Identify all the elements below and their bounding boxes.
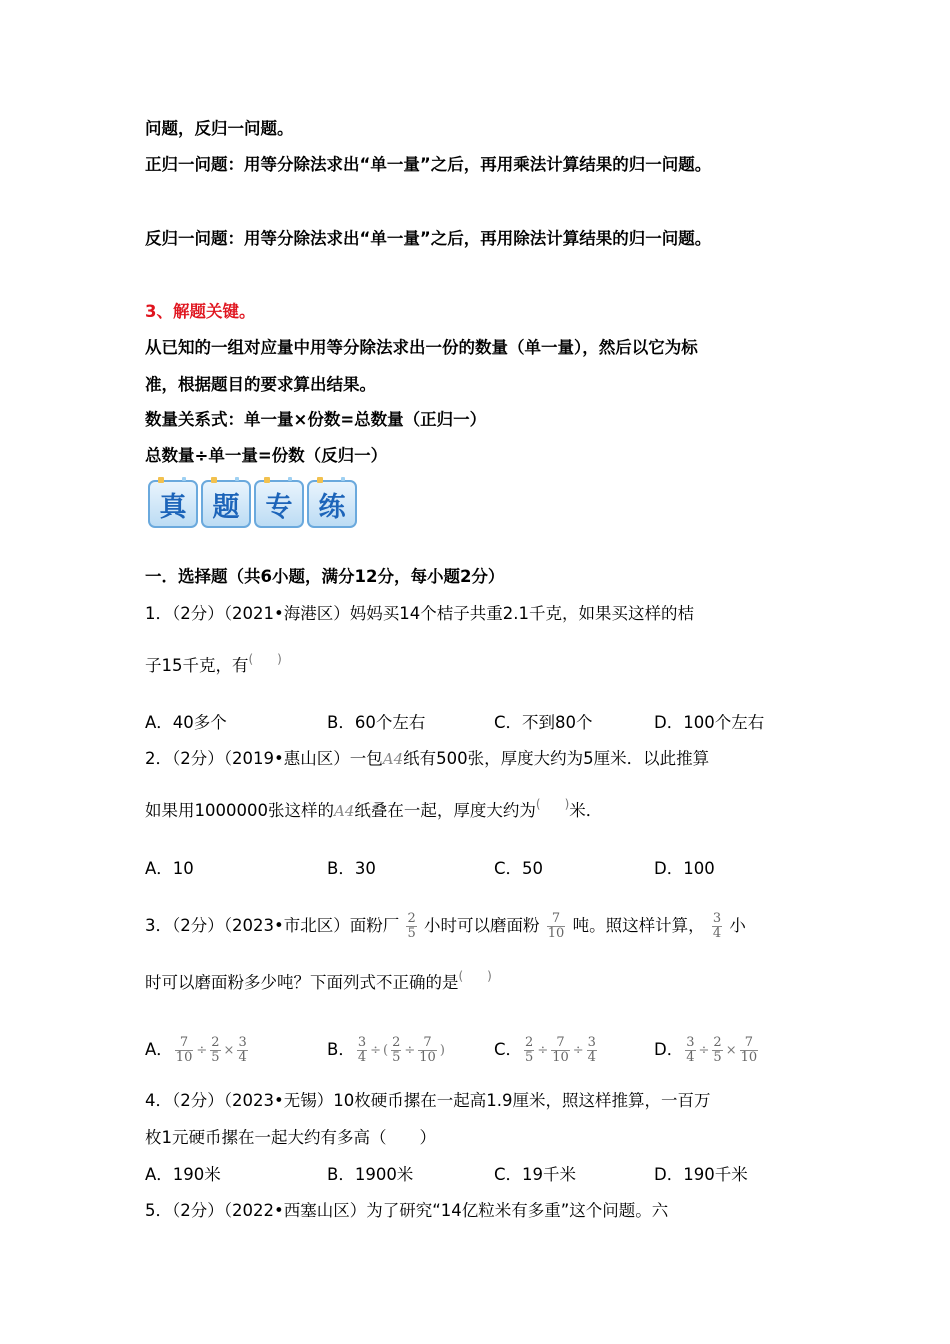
banner-char: 专 [254,480,304,528]
banner-char: 练 [307,480,357,528]
q2-line-1 [145,748,709,770]
q4-option-a: A．190米 [145,1165,221,1184]
q4-line-1: 4．（2分）（2023•无锡）10枚硬币摞在一起高1.9厘米，照这样推算，一百万 [145,1091,711,1110]
q2-option-d: D．100 [654,859,715,878]
q4-option-d: D．190千米 [654,1165,748,1184]
q2-text-d: 纸叠在一起，厚度大约为 [354,801,536,820]
q3-text-c: 吨。照这样计算， [572,916,705,935]
q1-option-c: C．不到80个 [494,713,593,732]
fraction-2-5: $\frac{2}{5}$ [407,911,416,941]
intro-line-0: 问题，反归一问题。 [145,119,294,138]
q2-text-a: 2．（2分）（2019•惠山区）一包 [145,749,383,768]
banner-char: 真 [148,480,198,528]
q2-text-b: 纸有500张，厚度大约为5厘米．以此推算 [403,749,710,768]
q2-option-b: B．30 [327,859,376,878]
q3-line-2 [145,969,492,995]
q1-text: 子15千克，有 [145,656,249,675]
q1-line-2 [145,652,282,678]
relation-2: 总数量÷单一量=份数（反归一） [145,446,388,465]
q3-option-c: C． $\frac{2}{5}$ ÷ $\frac{7}{10}$ ÷ $\frac{3}{4}$ [494,1035,596,1065]
q4-option-c: C．19千米 [494,1165,577,1184]
q4-line-2: 枚1元硬币摞在一起大约有多高（ ） [145,1128,436,1147]
q3-text-e: 时可以磨面粉多少吨？下面列式不正确的是 [145,973,459,992]
q1-line-1: 1．（2分）（2021•海港区）妈妈买14个桔子共重2.1千克，如果买这样的桔 [145,604,694,623]
q3-text-a: 3．（2分）（2023•市北区）面粉厂 [145,916,400,935]
section-heading: 3、解题关键。 [145,302,256,321]
q3-text-b: 小时可以磨面粉 [424,916,540,935]
intro-line-1: 正归一问题：用等分除法求出“单一量”之后，再用乘法计算结果的归一问题。 [145,155,712,174]
q1-option-a: A．40多个 [145,713,227,732]
q1-option-b: B．60个左右 [327,713,426,732]
q3-line-1 [145,904,746,948]
intro-line-2: 反归一问题：用等分除法求出“单一量”之后，再用除法计算结果的归一问题。 [145,229,712,248]
section-para-1b: 准，根据题目的要求算出结果。 [145,375,376,394]
quiz-header: 一．选择题（共6小题，满分12分，每小题2分） [145,567,505,586]
q2-answer-blank: ( ) [535,797,570,811]
q3-option-a: A． $\frac{7}{10}$ ÷ $\frac{2}{5}$ × $\frac{3}{4}$ [145,1035,247,1065]
relation-1: 数量关系式：单一量×份数=总数量（正归一） [145,410,487,429]
q1-option-d: D．100个左右 [654,713,765,732]
q2-option-a: A．10 [145,859,194,878]
q3-text-d: 小 [729,916,746,935]
q2-option-c: C．50 [494,859,544,878]
a4-symbol: A4 [334,802,355,820]
q1-answer-blank: ( ) [248,652,282,666]
q5-line-1: 5．（2分）（2022•西塞山区）为了研究“14亿粒米有多重”这个问题。六 [145,1201,669,1220]
q4-option-b: B．1900米 [327,1165,414,1184]
q3-answer-blank: ( ) [458,969,492,983]
q2-text-e: 米． [569,801,603,820]
a4-symbol: A4 [382,750,404,768]
q2-line-2 [145,797,603,823]
section-para-1a: 从已知的一组对应量中用等分除法求出一份的数量（单一量），然后以它为标 [145,338,698,357]
fraction-3-4: $\frac{3}{4}$ [712,911,722,941]
practice-banner [148,480,357,528]
q3-option-d: D． $\frac{3}{4}$ ÷ $\frac{2}{5}$ × $\frac{7}{10}$ [654,1035,758,1065]
q3-option-b: B． $\frac{3}{4}$ ÷ ( $\frac{2}{5}$ ÷ $\frac{7}{10}$ ) [327,1035,445,1065]
banner-char: 题 [201,480,251,528]
q2-text-c: 如果用1000000张这样的 [145,801,334,820]
fraction-7-10: $\frac{7}{10}$ [547,911,565,941]
